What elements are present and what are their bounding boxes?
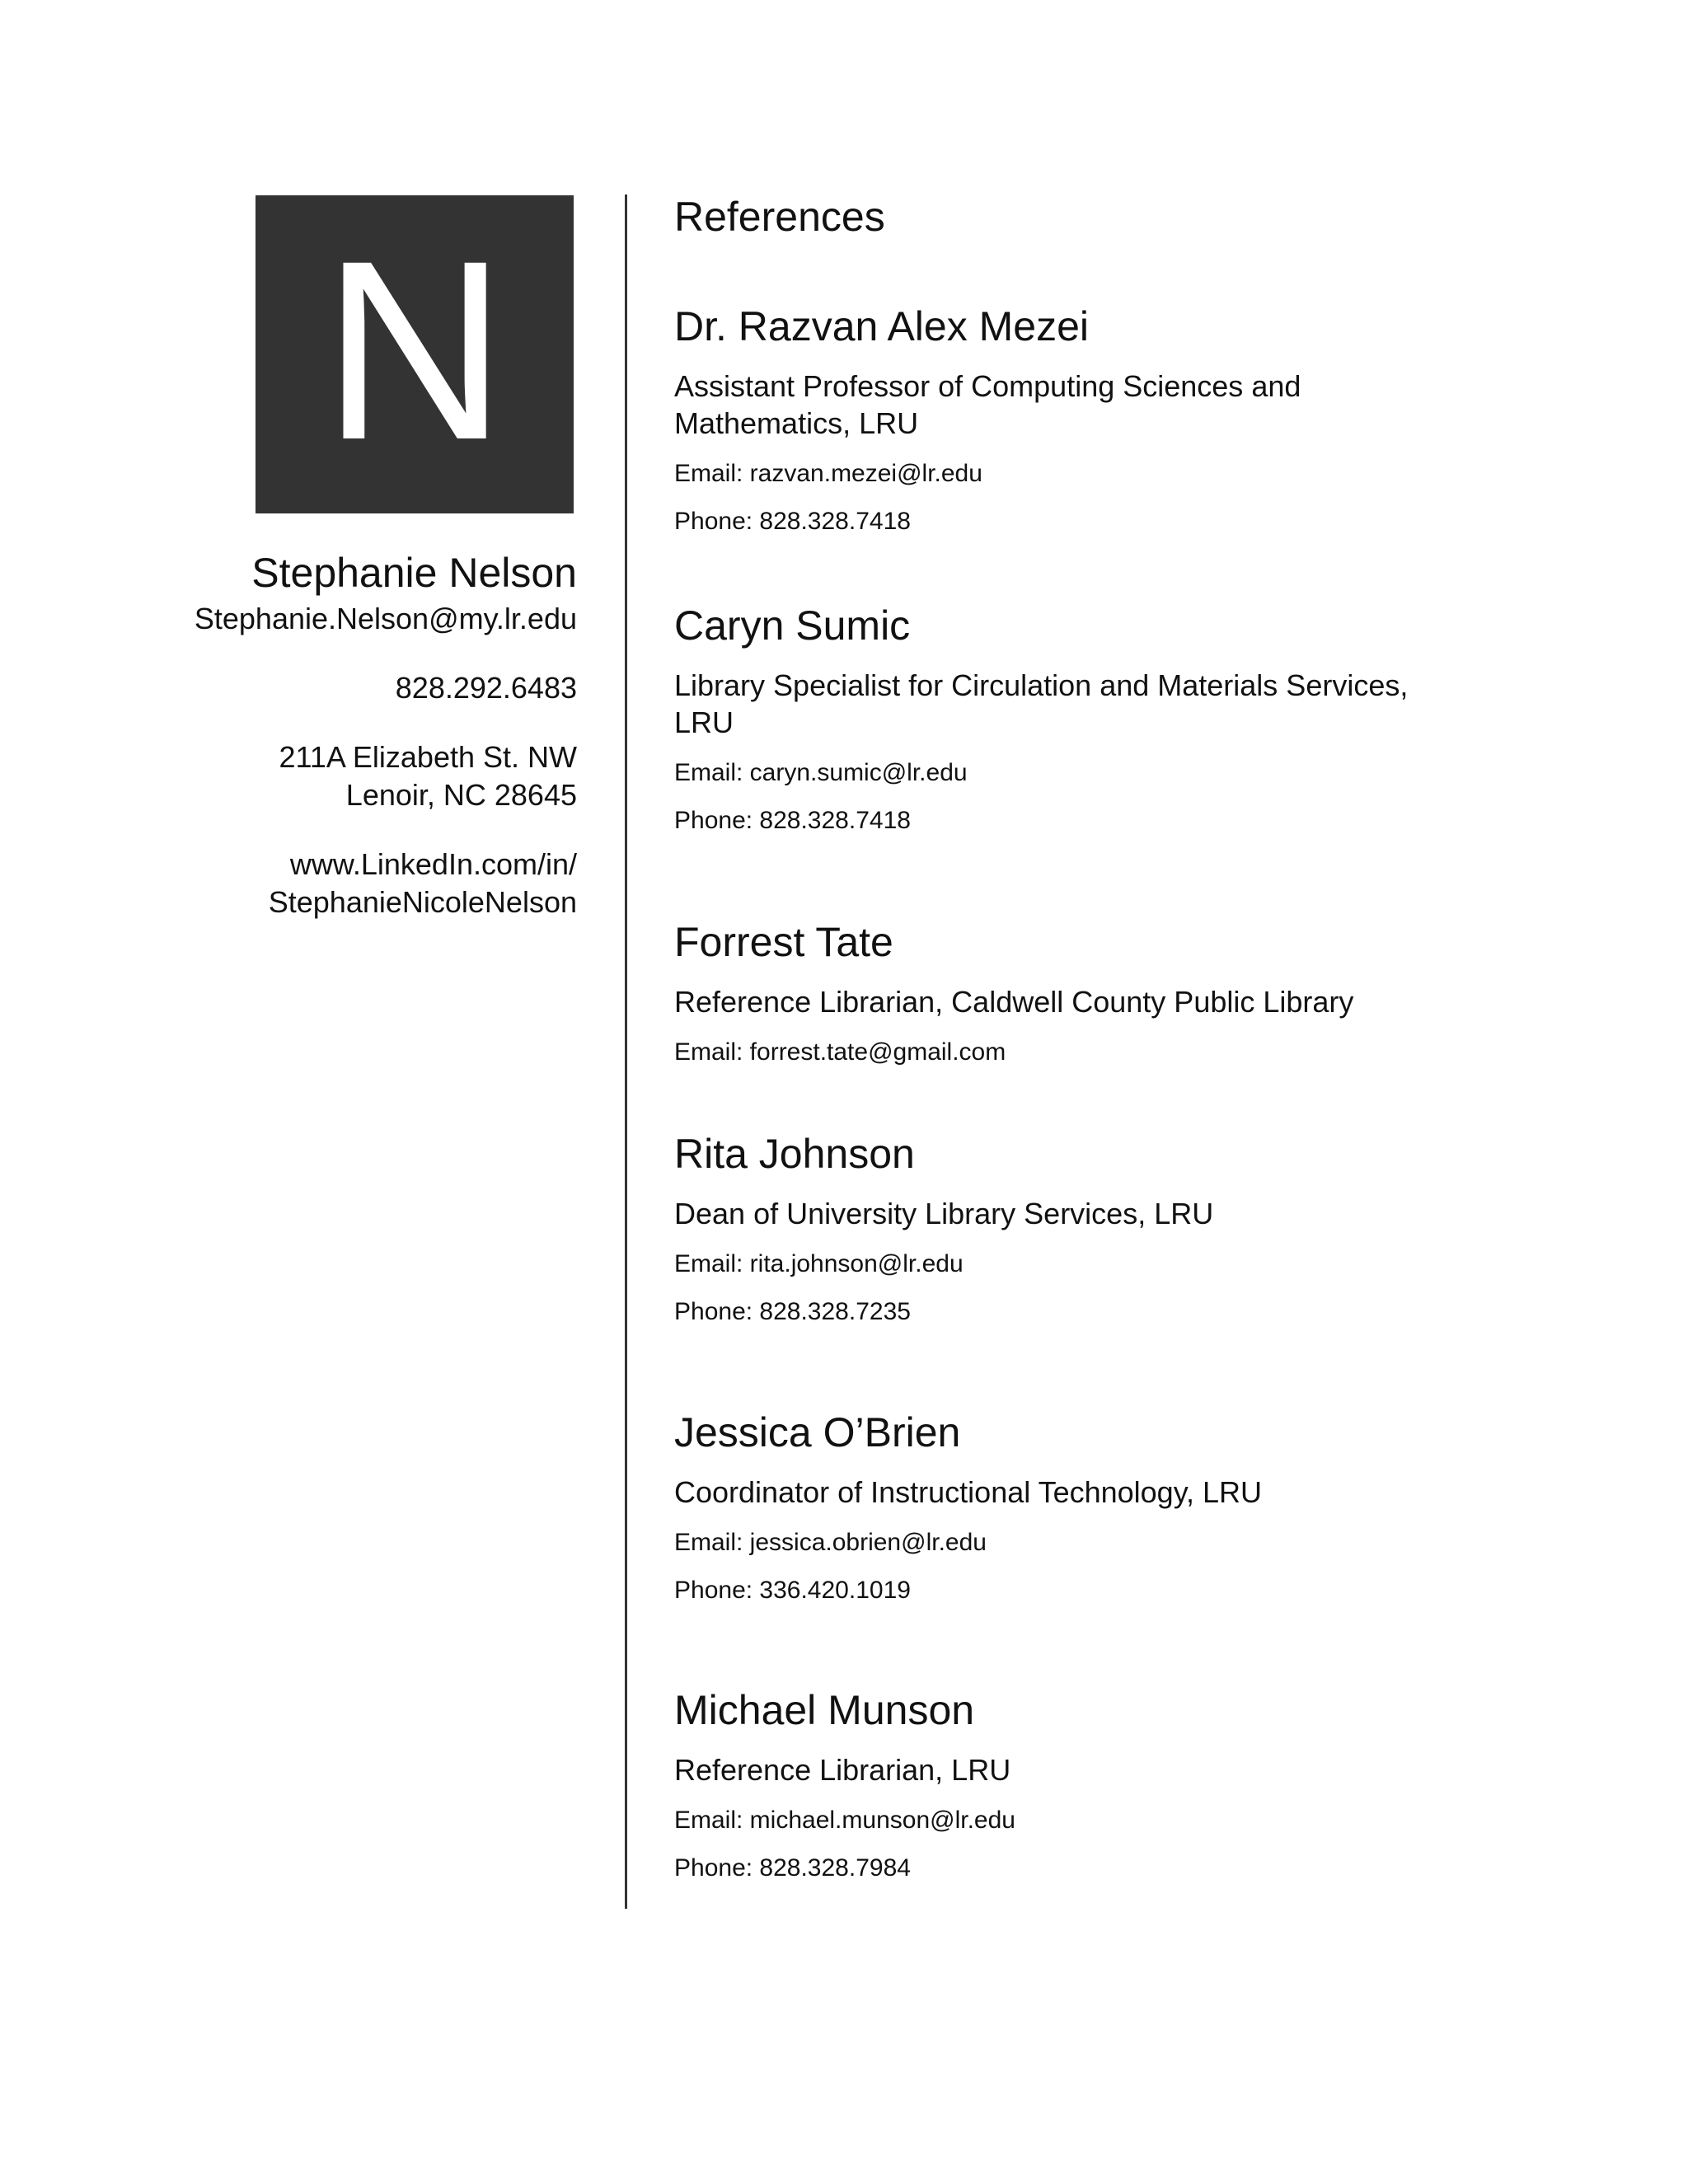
reference-name: Rita Johnson [674,1131,915,1177]
reference-item [674,1127,1498,1336]
reference-name: Forrest Tate [674,919,893,965]
reference-item [674,1684,1498,1892]
reference-title: Library Specialist for Circulation and Materials Services, LRU [674,668,1409,739]
reference-phone: Phone: 828.328.7235 [674,1298,911,1325]
reference-item [674,300,1498,546]
reference-email[interactable]: Email: rita.johnson@lr.edu [674,1250,964,1277]
reference-title: Assistant Professor of Computing Sciences and Mathematics, LRU [674,369,1301,440]
reference-phone: Phone: 828.328.7418 [674,508,911,535]
references-heading: References [674,194,885,240]
vertical-divider [625,194,627,1909]
reference-email[interactable]: Email: razvan.mezei@lr.edu [674,460,982,487]
reference-email[interactable]: Email: jessica.obrien@lr.edu [674,1529,987,1556]
monogram-block [256,195,574,513]
reference-name: Jessica O’Brien [674,1409,961,1455]
reference-item [674,916,1498,1076]
reference-name: Dr. Razvan Alex Mezei [674,303,1089,349]
reference-email[interactable]: Email: michael.munson@lr.edu [674,1807,1015,1834]
reference-phone: Phone: 828.328.7418 [674,807,911,834]
references-section [674,190,1498,1882]
reference-phone: Phone: 828.328.7984 [674,1854,911,1882]
reference-item [674,599,1498,845]
reference-title: Dean of University Library Services, LRU [674,1197,1214,1230]
contact-phone: 828.292.6483 [395,671,577,705]
contact-linkedin-line2[interactable]: StephanieNicoleNelson [268,885,577,919]
contact-address-line1: 211A Elizabeth St. NW [279,740,577,774]
contact-name: Stephanie Nelson [251,550,577,596]
reference-phone: Phone: 336.420.1019 [674,1577,911,1604]
reference-name: Michael Munson [674,1687,975,1733]
reference-title: Coordinator of Instructional Technology, LRU [674,1475,1263,1509]
contact-info [115,546,577,921]
reference-email[interactable]: Email: caryn.sumic@lr.edu [674,759,968,786]
reference-item [674,1406,1498,1615]
monogram-letter: N [322,207,507,493]
reference-name: Caryn Sumic [674,602,911,649]
contact-email[interactable]: Stephanie.Nelson@my.lr.edu [194,602,577,635]
reference-title: Reference Librarian, Caldwell County Public Library [674,985,1354,1019]
reference-email[interactable]: Email: forrest.tate@gmail.com [674,1038,1006,1066]
contact-linkedin-line1[interactable]: www.LinkedIn.com/in/ [289,847,577,881]
reference-title: Reference Librarian, LRU [674,1753,1011,1787]
contact-address-line2: Lenoir, NC 28645 [345,778,577,812]
